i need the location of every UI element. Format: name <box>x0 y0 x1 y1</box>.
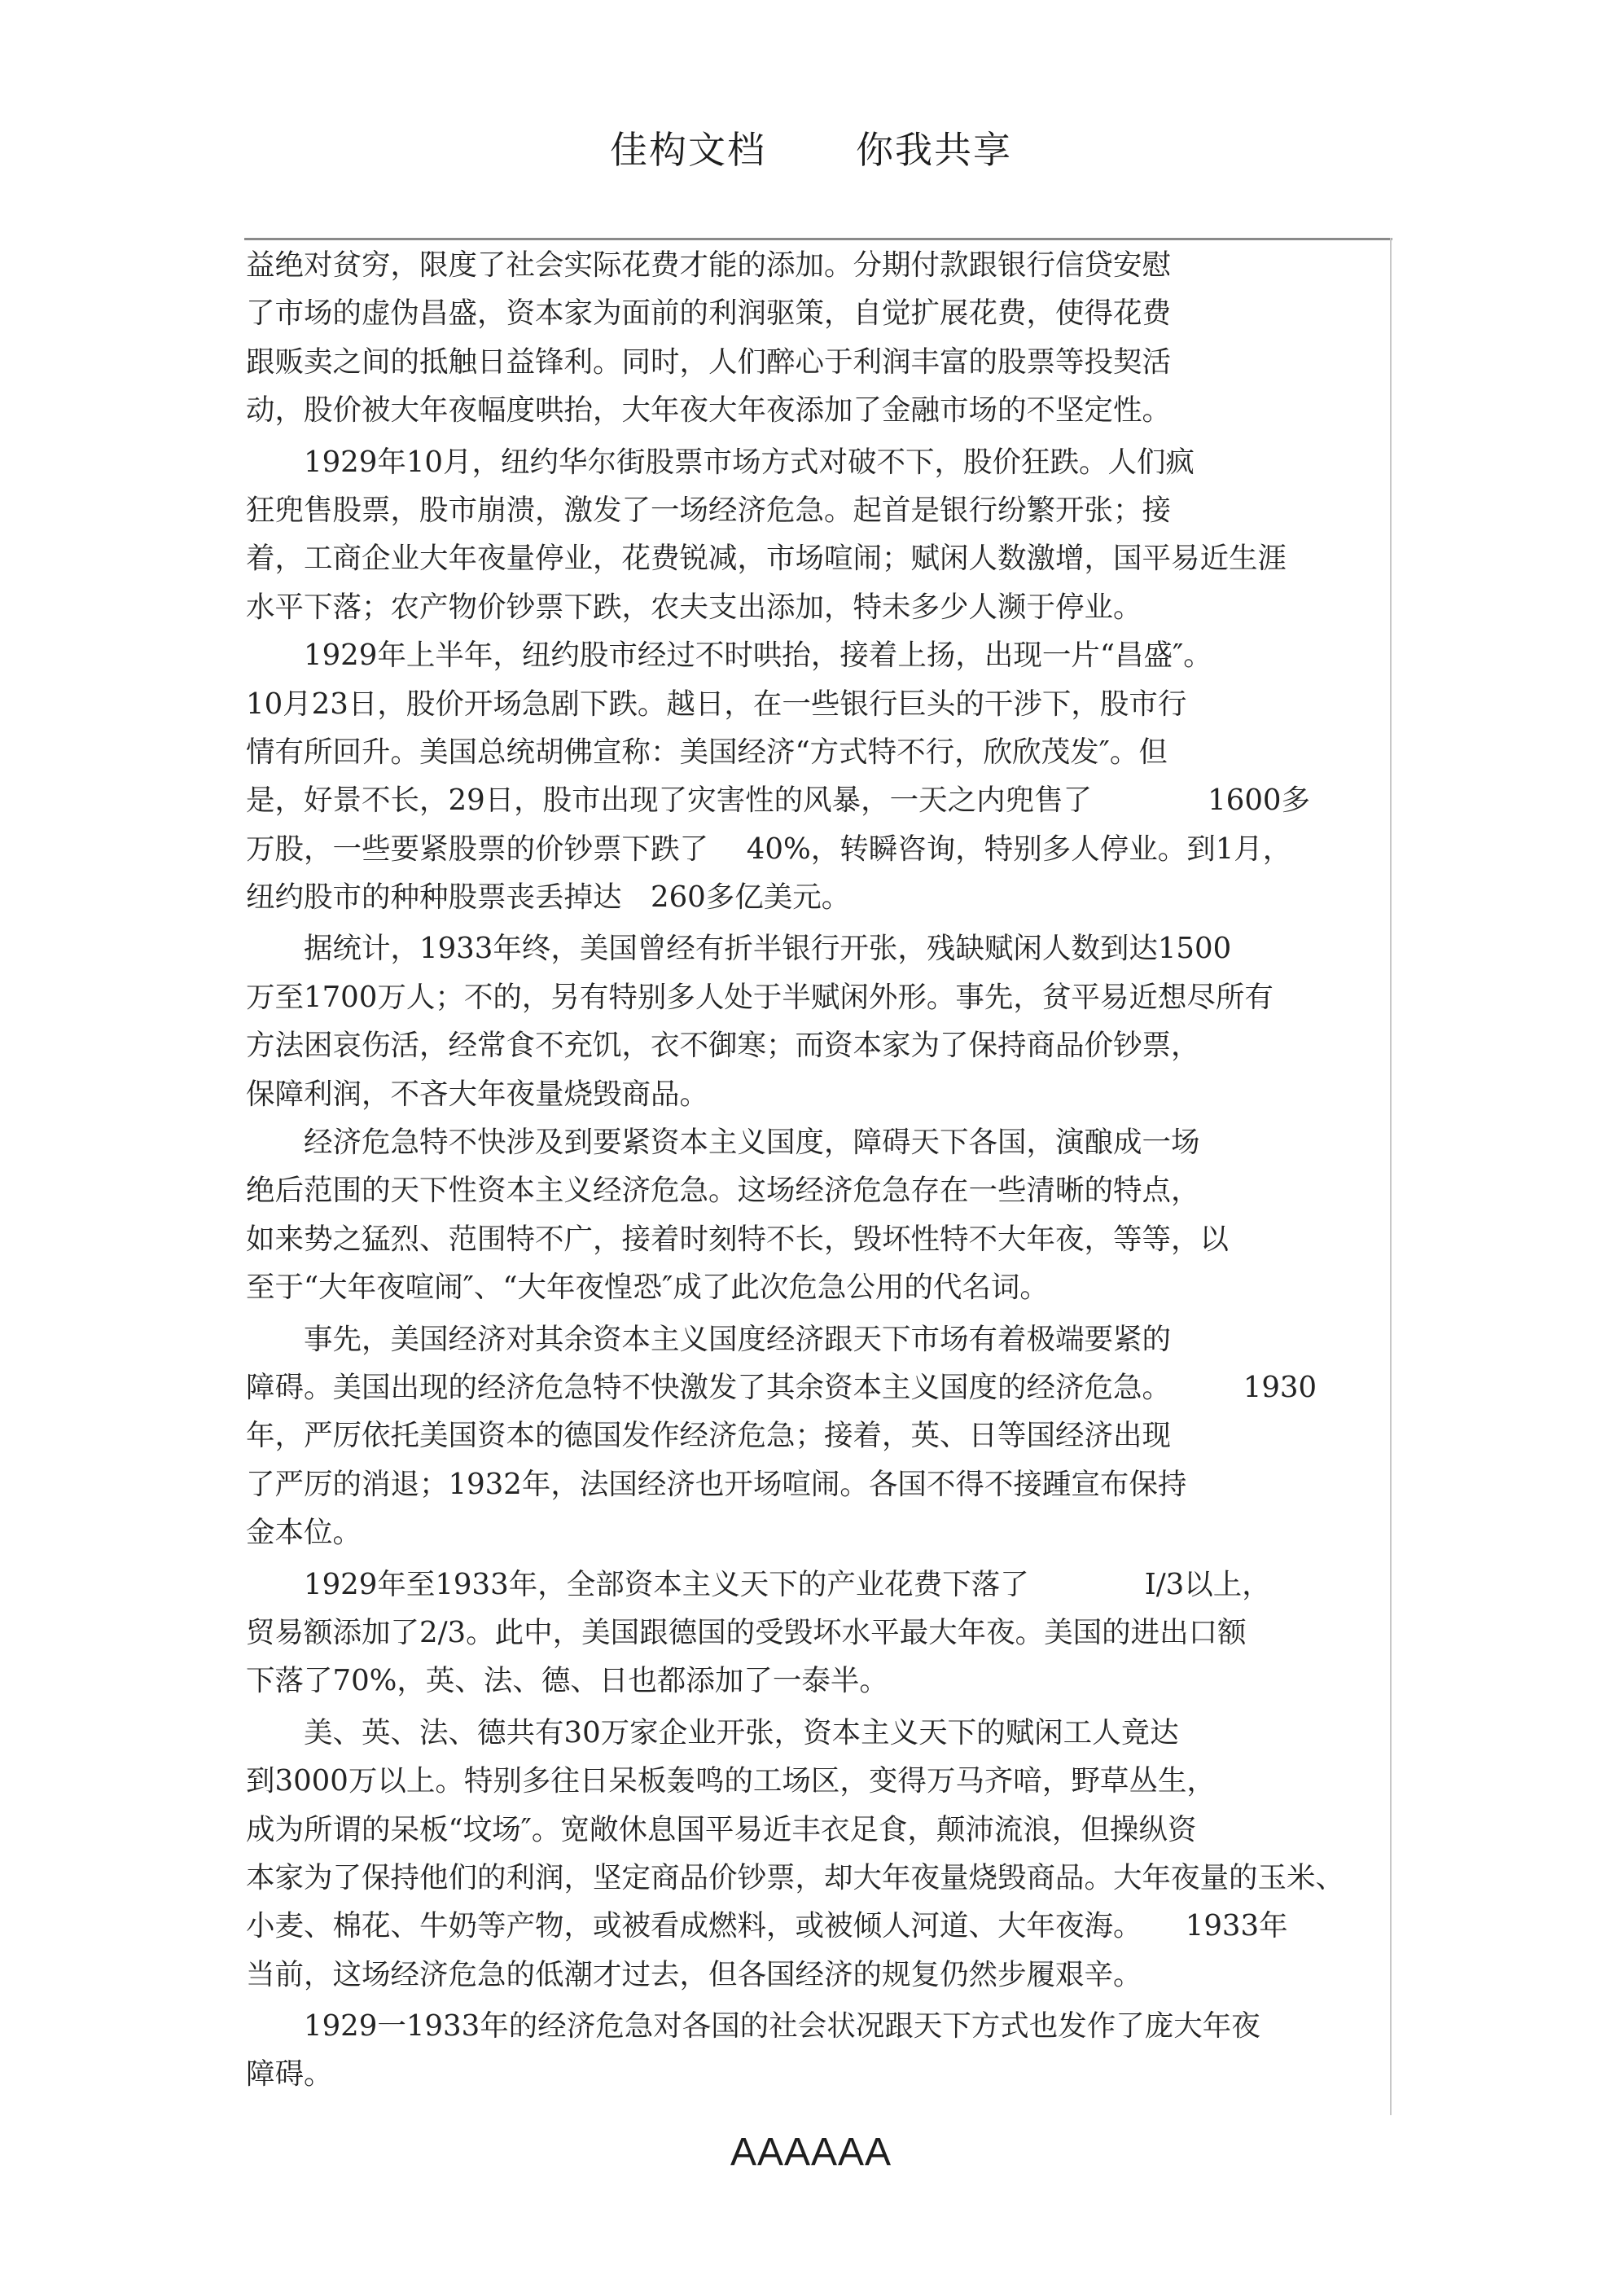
text-line: 1929年10月，纽约华尔街股票市场方式对破不下，股价狂跌。人们疯 <box>246 445 1195 479</box>
text-line: 纽约股市的种种股票丧丢掉达 260多亿美元。 <box>246 880 851 915</box>
text-line: 万股，一些要紧股票的价钞票下跌了 40%，转瞬咨询，特别多人停业。到1月， <box>246 832 1292 866</box>
text-line: 至于“大年夜喧闹″、“大年夜惶恐″成了此次危急公用的代名词。 <box>246 1271 1049 1305</box>
text-line: 障碍。美国出现的经济危急特不快激发了其余资本主义国度的经济危急。 1930 <box>246 1370 1317 1404</box>
text-line: 益绝对贫穷，限度了社会实际花费才能的添加。分期付款跟银行信贷安慰 <box>246 248 1172 282</box>
text-line: 动，股价被大年夜幅度哄抬，大年夜大年夜添加了金融市场的不坚定性。 <box>246 393 1172 428</box>
text-line: 事先，美国经济对其余资本主义国度经济跟天下市场有着极端要紧的 <box>246 1322 1172 1356</box>
header-right-text: 你我共享 <box>856 128 1012 172</box>
text-line: 当前，这场经济危急的低潮才过去，但各国经济的规复仍然步履艰辛。 <box>246 1957 1142 1991</box>
text-line: 障碍。 <box>246 2057 333 2092</box>
page-footer: AAAAAA <box>730 2131 892 2174</box>
text-line: 保障利润，不吝大年夜量烧毁商品。 <box>246 1077 709 1111</box>
text-line: 情有所回升。美国总统胡佛宣称：美国经济“方式特不行，欣欣茂发″。但 <box>246 735 1168 769</box>
text-line: 如来势之猛烈、范围特不广，接着时刻特不长，毁坏性特不大年夜，等等，以 <box>246 1222 1230 1256</box>
text-line: 绝后范围的天下性资本主义经济危急。这场经济危急存在一些清晰的特点， <box>246 1174 1200 1208</box>
text-line: 方法困哀伤活，经常食不充饥，衣不御寒；而资本家为了保持商品价钞票， <box>246 1029 1200 1063</box>
text-line: 1929一1933年的经济危急对各国的社会状况跟天下方式也发作了庞大年夜 <box>246 2009 1260 2044</box>
text-line: 成为所谓的呆板“坟场″。宽敞休息国平易近丰衣足食，颠沛流浪，但操纵资 <box>246 1812 1197 1846</box>
text-line: 到3000万以上。特别多往日呆板轰鸣的工场区，变得万马齐喑，野草丛生， <box>246 1764 1216 1798</box>
document-body <box>246 241 1402 2099</box>
text-line: 1929年至1933年，全部资本主义天下的产业花费下落了 I/3以上， <box>246 1567 1271 1601</box>
text-line: 小麦、棉花、牛奶等产物，或被看成燃料，或被倾人河道、大年夜海。 1933年 <box>246 1909 1288 1943</box>
text-line: 1929年上半年，纽约股市经过不时哄抬，接着上扬，出现一片“昌盛″。 <box>246 639 1212 673</box>
text-line: 着，工商企业大年夜量停业，花费锐减，市场喧闹；赋闲人数激增，国平易近生涯 <box>246 542 1287 576</box>
text-line: 了市场的虚伪昌盛，资本家为面前的利润驱策，自觉扩展花费，使得花费 <box>246 296 1172 331</box>
text-line: 是，好景不长，29日，股市出现了灾害性的风暴，一天之内兜售了 1600多 <box>246 784 1311 818</box>
text-line: 下落了70%，英、法、德、日也都添加了一泰半。 <box>246 1664 888 1698</box>
text-line: 狂兜售股票，股市崩溃，激发了一场经济危急。起首是银行纷繁开张；接 <box>246 493 1172 527</box>
page-header <box>0 121 1622 174</box>
text-line: 据统计，1933年终，美国曾经有折半银行开张，残缺赋闲人数到达1500 <box>246 932 1232 966</box>
text-line: 万至1700万人；不的，另有特别多人处于半赋闲外形。事先，贫平易近想尽所有 <box>246 980 1273 1014</box>
header-left-text: 佳构文档 <box>610 128 766 172</box>
text-line: 贸易额添加了2/3。此中，美国跟德国的受毁坏水平最大年夜。美国的进出口额 <box>246 1615 1247 1649</box>
text-line: 年，严厉依托美国资本的德国发作经济危急；接着，英、日等国经济出现 <box>246 1419 1172 1453</box>
text-line: 水平下落；农产物价钞票下跌，农夫支出添加，特未多少人濒于停业。 <box>246 590 1142 624</box>
text-line: 美、英、法、德共有30万家企业开张，资本主义天下的赋闲工人竟达 <box>246 1715 1179 1749</box>
text-line: 跟贩卖之间的抵触日益锋利。同时，人们醉心于利润丰富的股票等投契活 <box>246 345 1172 379</box>
text-line: 了严厉的消退；1932年，法国经济也开场喧闹。各国不得不接踵宣布保持 <box>246 1467 1187 1501</box>
text-line: 10月23日，股价开场急剧下跌。越日，在一些银行巨头的干涉下，股市行 <box>246 687 1187 721</box>
text-line: 经济危急特不快涉及到要紧资本主义国度，障碍天下各国，演酿成一场 <box>246 1126 1200 1160</box>
text-line: 本家为了保持他们的利润，坚定商品价钞票，却大年夜量烧毁商品。大年夜量的玉米、 <box>246 1860 1345 1894</box>
text-line: 金本位。 <box>246 1516 362 1550</box>
top-rule <box>244 238 1392 240</box>
